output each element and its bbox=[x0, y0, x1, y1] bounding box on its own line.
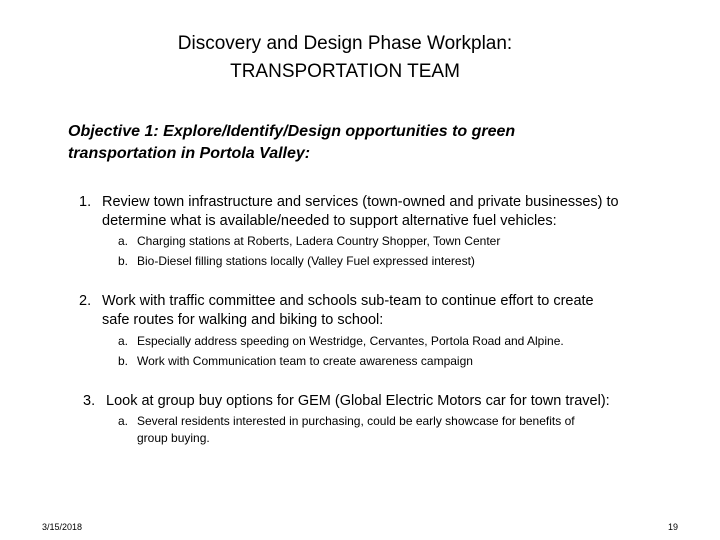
item-2b-marker: b. bbox=[118, 354, 129, 368]
item-2-line2: safe routes for walking and biking to school: bbox=[102, 312, 384, 328]
item-1-number: 1. bbox=[79, 194, 92, 210]
item-2-number: 2. bbox=[79, 293, 92, 309]
item-2a-marker: a. bbox=[118, 334, 129, 348]
item-1a-marker: a. bbox=[118, 234, 129, 248]
item-3-number: 3. bbox=[83, 393, 96, 409]
slide-title-line2: TRANSPORTATION TEAM bbox=[230, 61, 460, 82]
page-number: 19 bbox=[668, 522, 679, 532]
item-2-line1: Work with traffic committee and schools sub-team to continue effort to create bbox=[102, 293, 594, 309]
item-1b-text: Bio-Diesel filling stations locally (Valley Fuel expressed interest) bbox=[137, 254, 475, 268]
item-3a-text-cont: group buying. bbox=[137, 431, 210, 445]
item-1-line1: Review town infrastructure and services (town-owned and private businesses) to bbox=[102, 194, 619, 210]
item-3a-text: Several residents interested in purchasing, could be early showcase for benefits of bbox=[137, 414, 575, 428]
footer-date: 3/15/2018 bbox=[42, 522, 83, 532]
item-3a-marker: a. bbox=[118, 414, 129, 428]
item-3-line1: Look at group buy options for GEM (Global Electric Motors car for town travel): bbox=[106, 393, 610, 409]
item-2b-text: Work with Communication team to create awareness campaign bbox=[137, 354, 473, 368]
slide-title-line1: Discovery and Design Phase Workplan: bbox=[177, 33, 513, 54]
objective-line2: transportation in Portola Valley: bbox=[68, 145, 311, 162]
item-1-line2: determine what is available/needed to support alternative fuel vehicles: bbox=[102, 213, 557, 229]
objective-line1: Objective 1: Explore/Identify/Design opportunities to green bbox=[68, 123, 516, 140]
item-2a-text: Especially address speeding on Westridge, Cervantes, Portola Road and Alpine. bbox=[137, 334, 564, 348]
item-1a-text: Charging stations at Roberts, Ladera Country Shopper, Town Center bbox=[137, 234, 501, 248]
item-1b-marker: b. bbox=[118, 254, 129, 268]
